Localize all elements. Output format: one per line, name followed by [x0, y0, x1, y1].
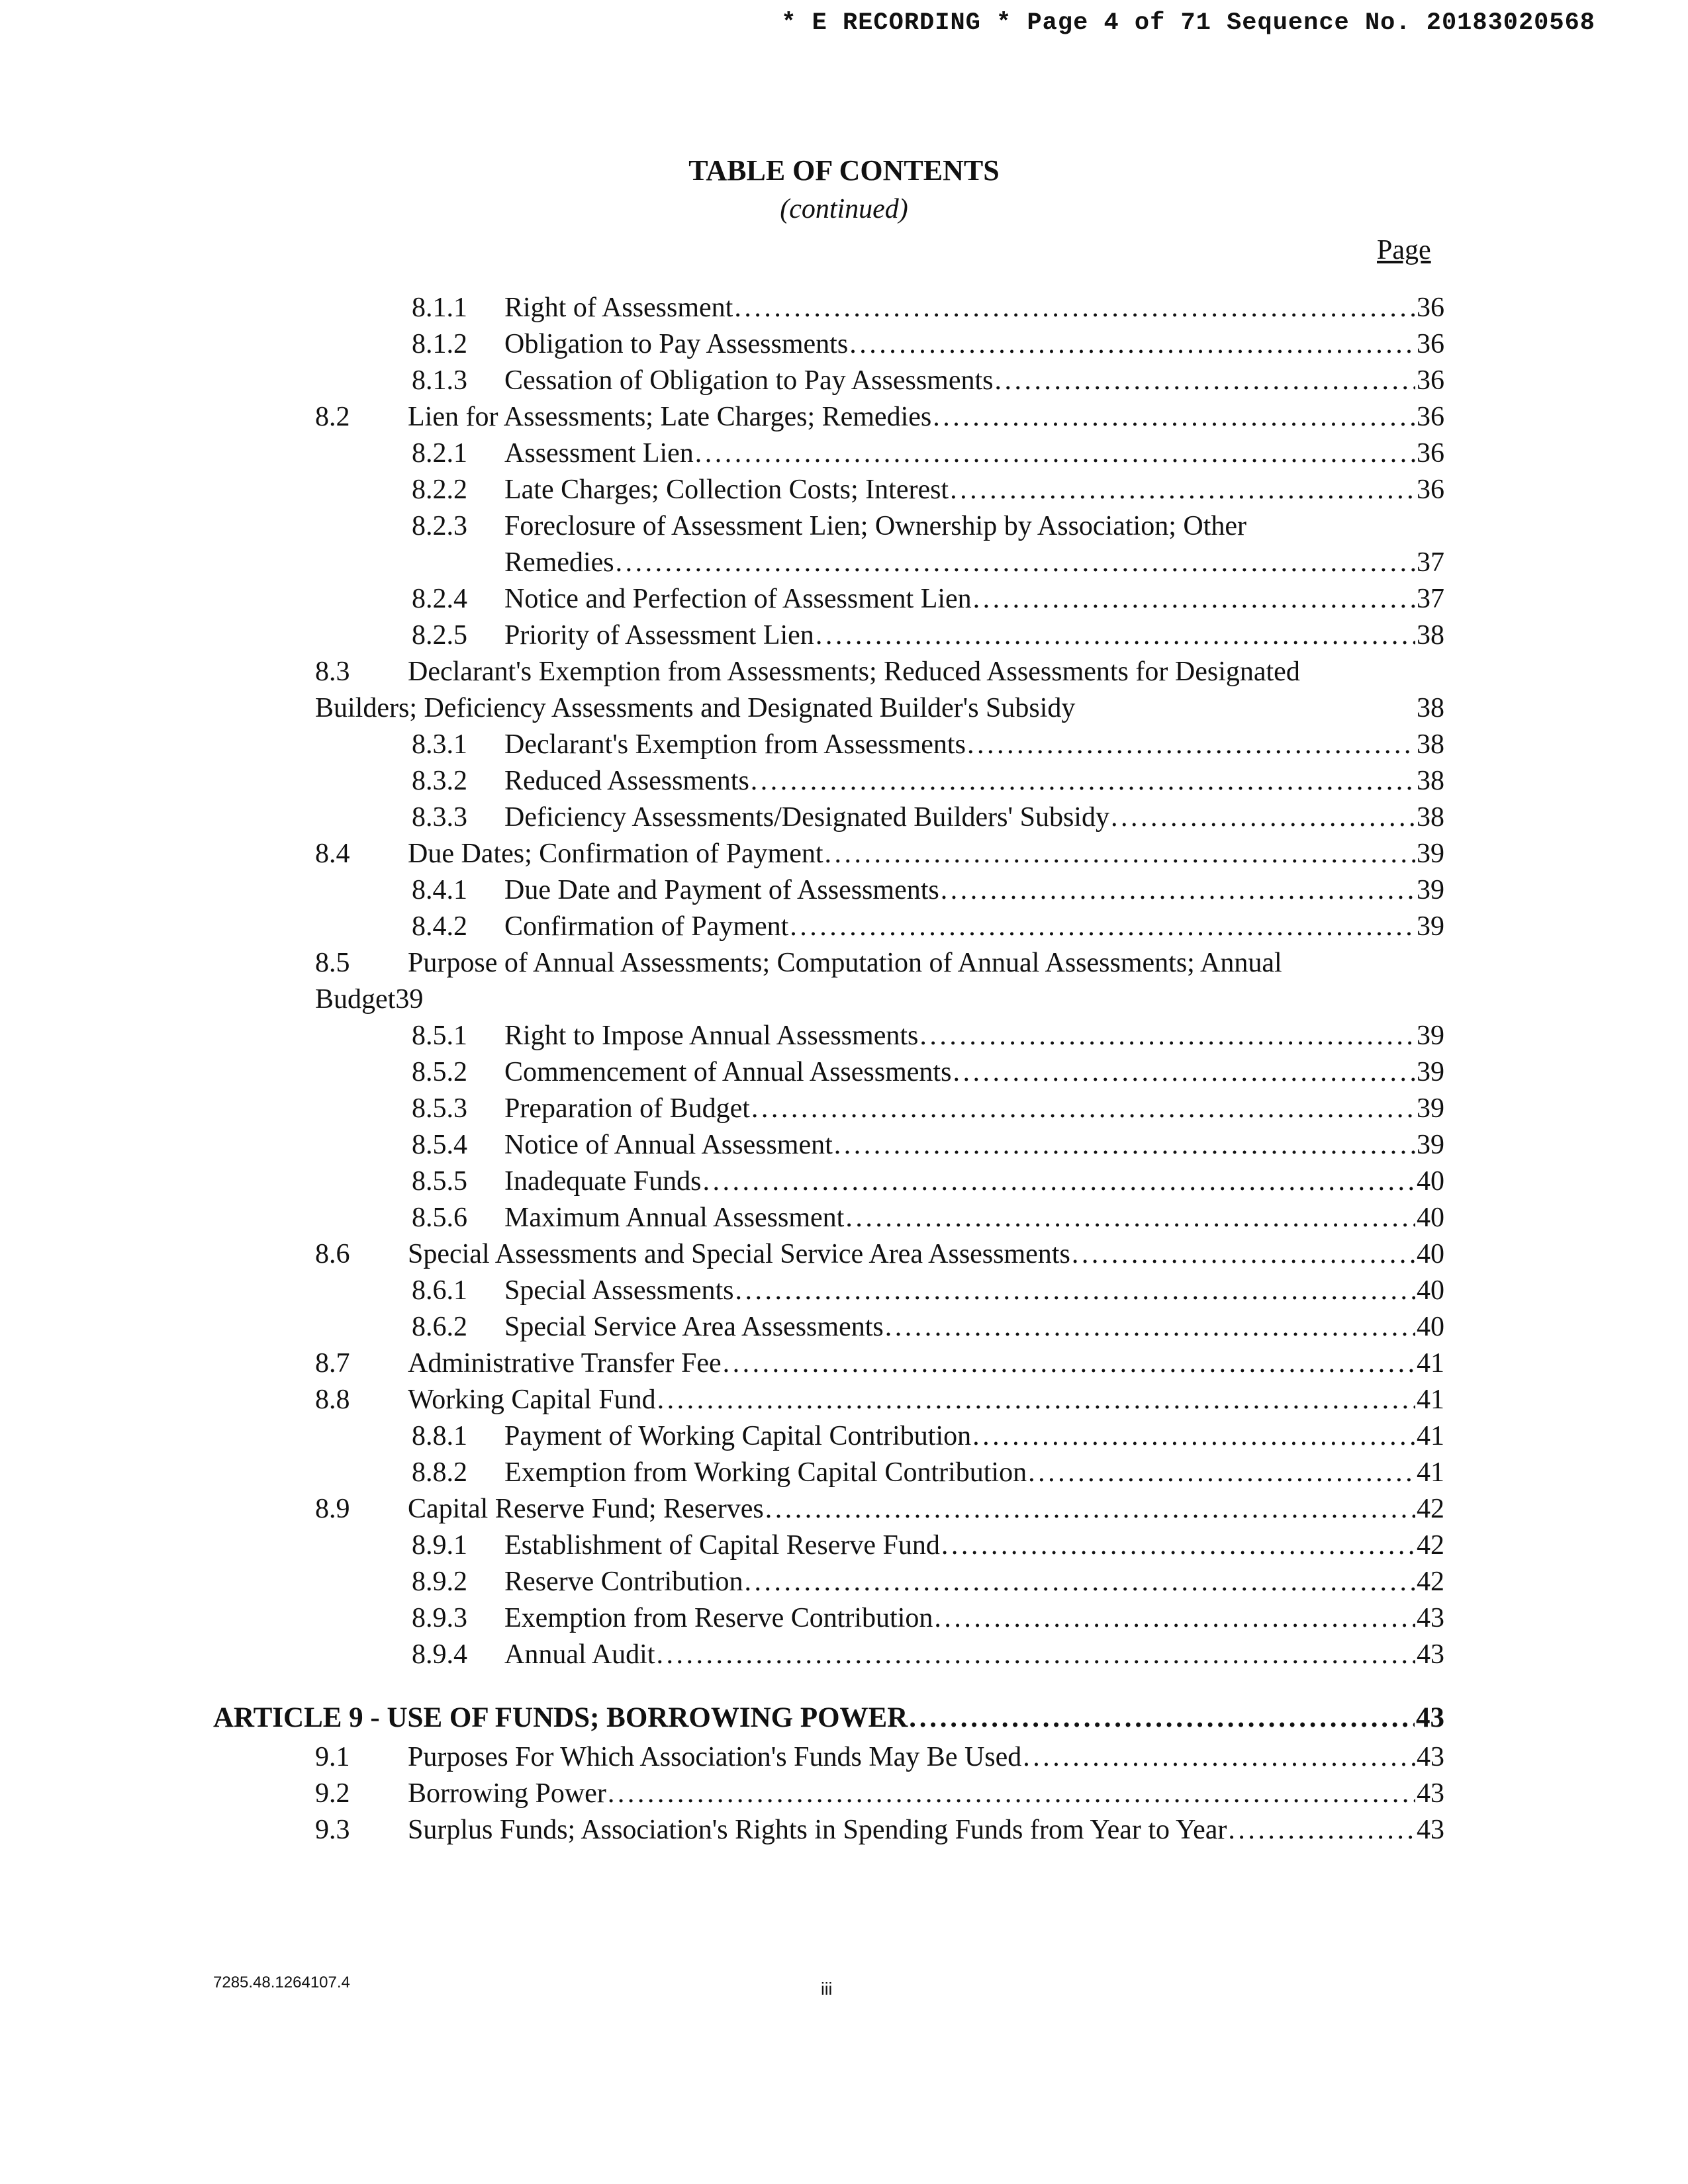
toc-entry: [0, 1054, 1688, 1091]
dot-leader: [825, 836, 1415, 872]
entry-number: 8.8.1: [412, 1421, 467, 1451]
entry-text: Surplus Funds; Association's Rights in Spending Funds from Year to Year: [408, 1815, 1227, 1845]
entry-text: Assessment Lien: [504, 438, 694, 469]
toc-subtitle: (continued): [780, 194, 908, 224]
entry-number: 8.1.1: [412, 293, 467, 323]
dot-leader: [816, 617, 1415, 654]
entry-page: 36: [1417, 402, 1444, 432]
entry-page: 40: [1417, 1203, 1444, 1233]
toc-list: [0, 290, 1688, 1848]
entry-text: Purpose of Annual Assessments; Computation of Annual Assessments; Annual: [408, 948, 1282, 978]
toc-title: TABLE OF CONTENTS: [688, 154, 1000, 187]
entry-page: 38: [1417, 693, 1444, 723]
toc-entry: [0, 472, 1688, 508]
entry-text: Establishment of Capital Reserve Fund: [504, 1530, 940, 1561]
entry-number: 9.2: [315, 1778, 350, 1809]
toc-entry: [0, 1455, 1688, 1491]
entry-number: 8.6.2: [412, 1312, 467, 1342]
page-column-heading: Page: [1377, 235, 1431, 265]
entry-page: 43: [1417, 1639, 1444, 1670]
dot-leader: [941, 872, 1415, 909]
dot-leader: [608, 1776, 1415, 1812]
dot-leader: [1228, 1812, 1415, 1848]
toc-entry: [0, 1637, 1688, 1673]
toc-entry: [0, 1273, 1688, 1309]
entry-text: Declarant's Exemption from Assessments: [504, 729, 966, 760]
entry-text-continued: Budget: [315, 984, 396, 1015]
dot-leader: [909, 1697, 1415, 1739]
dot-leader: [1072, 1236, 1415, 1273]
entry-page: 39: [1417, 839, 1444, 869]
article-page: 43: [1416, 1702, 1444, 1733]
entry-page: 42: [1417, 1567, 1444, 1597]
entry-text: Preparation of Budget: [504, 1093, 750, 1124]
dot-leader: [790, 909, 1415, 945]
entry-number: 8.9.2: [412, 1567, 467, 1597]
entry-number: 8.9.3: [412, 1603, 467, 1633]
entry-page: 39: [395, 984, 424, 1015]
entry-page: 38: [1417, 802, 1444, 833]
dot-leader: [735, 1273, 1415, 1309]
entry-page: 36: [1417, 365, 1444, 396]
toc-entry: [0, 799, 1688, 836]
toc-entry: [0, 1018, 1688, 1054]
entry-text: Lien for Assessments; Late Charges; Remedies: [408, 402, 932, 432]
entry-number: 8.9.1: [412, 1530, 467, 1561]
dot-leader: [744, 1564, 1415, 1600]
entry-page: 41: [1417, 1457, 1444, 1488]
entry-number: 8.8.2: [412, 1457, 467, 1488]
toc-entry: [0, 1564, 1688, 1600]
toc-entry: [0, 1739, 1688, 1776]
toc-entry: [0, 617, 1688, 654]
dot-leader: [734, 290, 1415, 326]
entry-text: Right of Assessment: [504, 293, 733, 323]
toc-entry: [0, 945, 1688, 981]
entry-text: Reduced Assessments: [504, 766, 749, 796]
entry-text: Working Capital Fund: [408, 1385, 656, 1415]
toc-entry: [0, 435, 1688, 472]
toc-entry: [0, 1418, 1688, 1455]
entry-number: 8.1.2: [412, 329, 467, 359]
toc-entry: [0, 727, 1688, 763]
toc-entry: [0, 836, 1688, 872]
dot-leader: [616, 545, 1415, 581]
entry-text: Inadequate Funds: [504, 1166, 702, 1197]
page-number: iii: [821, 1979, 833, 1999]
toc-entry: [0, 1345, 1688, 1382]
entry-text: Reserve Contribution: [504, 1567, 743, 1597]
dot-leader: [934, 1600, 1415, 1637]
entry-page: 40: [1417, 1166, 1444, 1197]
toc-entry: [0, 1127, 1688, 1163]
entry-page: 40: [1417, 1312, 1444, 1342]
toc-entry-continuation: [0, 690, 1688, 727]
entry-text: Priority of Assessment Lien: [504, 620, 814, 651]
entry-text: Maximum Annual Assessment: [504, 1203, 845, 1233]
entry-page: 36: [1417, 438, 1444, 469]
dot-leader: [995, 363, 1416, 399]
entry-number: 8.2.2: [412, 475, 467, 505]
entry-page: 38: [1417, 620, 1444, 651]
dot-leader: [849, 326, 1415, 363]
entry-text: Special Assessments and Special Service Area Assessments: [408, 1239, 1070, 1269]
dot-leader: [657, 1382, 1415, 1418]
entry-text: Due Date and Payment of Assessments: [504, 875, 939, 905]
entry-text: Obligation to Pay Assessments: [504, 329, 849, 359]
toc-entry: [0, 1091, 1688, 1127]
entry-number: 8.5.1: [412, 1021, 467, 1051]
entry-number: 8.1.3: [412, 365, 467, 396]
dot-leader: [751, 763, 1415, 799]
entry-text: Foreclosure of Assessment Lien; Ownership by Association; Other: [504, 511, 1246, 541]
dot-leader: [1028, 1455, 1415, 1491]
document-id: 7285.48.1264107.4: [213, 1974, 350, 1991]
entry-text-continued: Builders; Deficiency Assessments and Designated Builder's Subsidy: [315, 693, 1076, 723]
entry-text: Administrative Transfer Fee: [408, 1348, 722, 1379]
toc-entry: [0, 763, 1688, 799]
entry-page: 36: [1417, 329, 1444, 359]
entry-page: 43: [1417, 1778, 1444, 1809]
toc-entry: [0, 363, 1688, 399]
entry-page: 42: [1417, 1530, 1444, 1561]
dot-leader: [941, 1527, 1415, 1564]
entry-text: Borrowing Power: [408, 1778, 606, 1809]
entry-text: Notice of Annual Assessment: [504, 1130, 833, 1160]
entry-number: 8.9: [315, 1494, 350, 1524]
dot-leader: [950, 472, 1415, 508]
toc-entry: [0, 326, 1688, 363]
entry-number: 8.5.3: [412, 1093, 467, 1124]
entry-page: 39: [1417, 875, 1444, 905]
dot-leader: [765, 1491, 1415, 1527]
entry-page: 37: [1417, 547, 1444, 578]
entry-number: 8.2: [315, 402, 350, 432]
entry-number: 8.2.1: [412, 438, 467, 469]
toc-entry: [0, 1309, 1688, 1345]
dot-leader: [1023, 1739, 1415, 1776]
toc-entry: [0, 508, 1688, 545]
entry-text: Annual Audit: [504, 1639, 655, 1670]
toc-entry: [0, 654, 1688, 690]
dot-leader: [751, 1091, 1415, 1127]
toc-entry-continuation: [0, 981, 1688, 1018]
entry-number: 8.5.4: [412, 1130, 467, 1160]
entry-text: Due Dates; Confirmation of Payment: [408, 839, 823, 869]
entry-number: 8.5: [315, 948, 350, 978]
entry-number: 9.1: [315, 1742, 350, 1772]
toc-entry: [0, 581, 1688, 617]
dot-leader: [834, 1127, 1415, 1163]
entry-page: 43: [1417, 1603, 1444, 1633]
dot-leader: [1111, 799, 1415, 836]
entry-page: 42: [1417, 1494, 1444, 1524]
toc-entry: [0, 290, 1688, 326]
toc-entry: [0, 1776, 1688, 1812]
entry-number: 8.6.1: [412, 1275, 467, 1306]
toc-entry: [0, 1812, 1688, 1848]
article-heading: [0, 1697, 1688, 1739]
entry-number: 8.3.3: [412, 802, 467, 833]
dot-leader: [933, 399, 1415, 435]
dot-leader: [702, 1163, 1415, 1200]
dot-leader: [695, 435, 1415, 472]
entry-page: 39: [1417, 1021, 1444, 1051]
entry-number: 8.7: [315, 1348, 350, 1379]
toc-entry: [0, 399, 1688, 435]
entry-page: 43: [1417, 1815, 1444, 1845]
dot-leader: [953, 1054, 1415, 1091]
toc-entry: [0, 1200, 1688, 1236]
entry-text: Exemption from Working Capital Contribution: [504, 1457, 1027, 1488]
entry-number: 9.3: [315, 1815, 350, 1845]
entry-text: Commencement of Annual Assessments: [504, 1057, 952, 1087]
entry-page: 39: [1417, 1093, 1444, 1124]
entry-page: 41: [1417, 1421, 1444, 1451]
entry-text: Purposes For Which Association's Funds May Be Used: [408, 1742, 1022, 1772]
entry-text: Special Assessments: [504, 1275, 734, 1306]
toc-entry: [0, 1491, 1688, 1527]
entry-text: Special Service Area Assessments: [504, 1312, 884, 1342]
dot-leader: [723, 1345, 1415, 1382]
entry-text: Notice and Perfection of Assessment Lien: [504, 584, 972, 614]
recording-header: * E RECORDING * Page 4 of 71 Sequence No. 20183020568: [781, 9, 1595, 37]
toc-entry: [0, 1600, 1688, 1637]
entry-text: Confirmation of Payment: [504, 911, 789, 942]
toc-entry: [0, 1236, 1688, 1273]
entry-page: 41: [1417, 1385, 1444, 1415]
entry-number: 8.8: [315, 1385, 350, 1415]
entry-number: 8.5.2: [412, 1057, 467, 1087]
dot-leader: [967, 727, 1415, 763]
entry-text: Payment of Working Capital Contribution: [504, 1421, 972, 1451]
toc-entry-continuation: [0, 545, 1688, 581]
toc-entry: [0, 1163, 1688, 1200]
toc-entry: [0, 1527, 1688, 1564]
entry-page: 38: [1417, 729, 1444, 760]
entry-text: Late Charges; Collection Costs; Interest: [504, 475, 949, 505]
entry-page: 40: [1417, 1239, 1444, 1269]
entry-number: 8.5.5: [412, 1166, 467, 1197]
dot-leader: [919, 1018, 1415, 1054]
entry-text: Capital Reserve Fund; Reserves: [408, 1494, 764, 1524]
entry-number: 8.5.6: [412, 1203, 467, 1233]
toc-entry: [0, 872, 1688, 909]
entry-number: 8.3.2: [412, 766, 467, 796]
entry-number: 8.2.4: [412, 584, 467, 614]
dot-leader: [845, 1200, 1415, 1236]
dot-leader: [972, 1418, 1415, 1455]
entry-page: 36: [1417, 293, 1444, 323]
entry-page: 39: [1417, 1130, 1444, 1160]
entry-page: 43: [1417, 1742, 1444, 1772]
entry-number: 8.3: [315, 657, 350, 687]
entry-text-continued: Remedies: [504, 547, 614, 578]
entry-page: 39: [1417, 911, 1444, 942]
toc-entry: [0, 1382, 1688, 1418]
entry-text: Declarant's Exemption from Assessments; Reduced Assessments for Designated: [408, 657, 1300, 687]
entry-page: 36: [1417, 475, 1444, 505]
entry-number: 8.4: [315, 839, 350, 869]
dot-leader: [885, 1309, 1415, 1345]
entry-number: 8.4.1: [412, 875, 467, 905]
entry-page: 40: [1417, 1275, 1444, 1306]
entry-number: 8.2.5: [412, 620, 467, 651]
entry-text: Deficiency Assessments/Designated Builders' Subsidy: [504, 802, 1109, 833]
entry-page: 38: [1417, 766, 1444, 796]
entry-number: 8.4.2: [412, 911, 467, 942]
entry-number: 8.6: [315, 1239, 350, 1269]
dot-leader: [973, 581, 1415, 617]
entry-text: Cessation of Obligation to Pay Assessments: [504, 365, 994, 396]
entry-text: Exemption from Reserve Contribution: [504, 1603, 933, 1633]
entry-number: 8.9.4: [412, 1639, 467, 1670]
entry-text: Right to Impose Annual Assessments: [504, 1021, 919, 1051]
entry-page: 39: [1417, 1057, 1444, 1087]
entry-page: 37: [1417, 584, 1444, 614]
toc-entry: [0, 909, 1688, 945]
entry-number: 8.2.3: [412, 511, 467, 541]
entry-number: 8.3.1: [412, 729, 467, 760]
dot-leader: [657, 1637, 1416, 1673]
article-title: ARTICLE 9 - USE OF FUNDS; BORROWING POWER: [213, 1702, 908, 1733]
entry-page: 41: [1417, 1348, 1444, 1379]
